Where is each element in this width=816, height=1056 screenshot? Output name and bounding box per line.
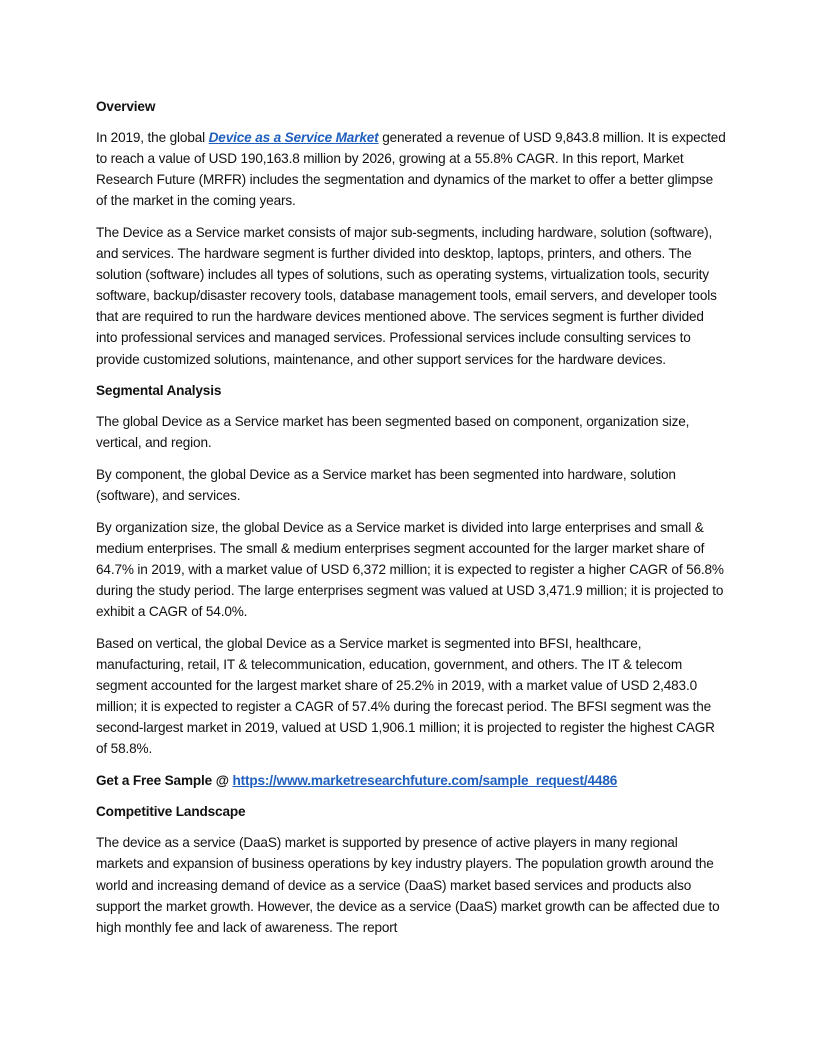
overview-heading: Overview xyxy=(96,99,156,114)
sample-request-link[interactable]: https://www.marketresearchfuture.com/sample_request/4486 xyxy=(232,772,618,788)
device-as-a-service-market-link[interactable]: Device as a Service Market xyxy=(208,130,379,146)
free-sample-label: Get a Free Sample @ xyxy=(96,772,233,788)
overview-paragraph-2: The Device as a Service market consists of major sub-segments, including hardware, solution (software), and services. The hardware segment is further divided into desktop, laptops, printers, and others. The solution (software) includes all types of solutions, such as operating systems, virtualization tools, security software, backup/disaster recovery tools, database management tools, email servers, and developer tools that are required to run the hardware devices mentioned above. The services segment is further divided into professional services and managed services. Professional services include consulting services to provide customized solutions, maintenance, and other support services for the hardware devices. xyxy=(96,224,717,367)
competitive-paragraph-1: The device as a service (DaaS) market is supported by presence of active players in many regional markets and expansion of business operations by key industry players. The population growth around the world and increasing demand of device as a service (DaaS) market based services and products also support the market growth. However, the device as a service (DaaS) market growth can be affected due to high monthly fee and lack of awareness. The report xyxy=(96,835,720,935)
segmental-paragraph-4: Based on vertical, the global Device as a Service market is segmented into BFSI, healthcare, manufacturing, retail, IT & telecommunication, education, government, and others. The IT & telecom segment accounted for the largest market share of 25.2% in 2019, with a market value of USD 2,483.0 million; it is expected to register a CAGR of 57.4% during the forecast period. The BFSI segment was the second-largest market in 2019, valued at USD 1,906.1 million; it is projected to register the highest CAGR of 58.8%. xyxy=(96,635,715,757)
segmental-paragraph-1: The global Device as a Service market has been segmented based on component, organization size, vertical, and region. xyxy=(96,414,690,451)
segmental-paragraph-3: By organization size, the global Device as a Service market is divided into large enterprises and small & medium enterprises. The small & medium enterprises segment accounted for the larger market share of 64.7% in 2019, with a market value of USD 6,372 million; it is expected to register a higher CAGR of 56.8% during the study period. The large enterprises segment was valued at USD 3,471.9 million; it is projected to exhibit a CAGR of 54.0%. xyxy=(96,519,724,619)
segmental-paragraph-2: By component, the global Device as a Service market has been segmented into hardware, solution (software), and services. xyxy=(96,466,676,503)
competitive-landscape-heading: Competitive Landscape xyxy=(96,804,246,820)
document-page xyxy=(96,96,726,948)
overview-paragraph-1 xyxy=(96,127,726,211)
overview-p1-after: generated a revenue of USD 9,843.8 million. It is expected to reach a value of USD 190,163.8 million by 2026, growing at a 55.8% CAGR. In this report, Market Research Future (MRFR) includes the segmentation and dynamics of the market to offer a better glimpse of the market in the coming years. xyxy=(96,130,726,209)
segmental-analysis-heading: Segmental Analysis xyxy=(96,383,222,399)
overview-p1-before: In 2019, the global xyxy=(96,130,209,146)
free-sample-line xyxy=(96,770,726,791)
